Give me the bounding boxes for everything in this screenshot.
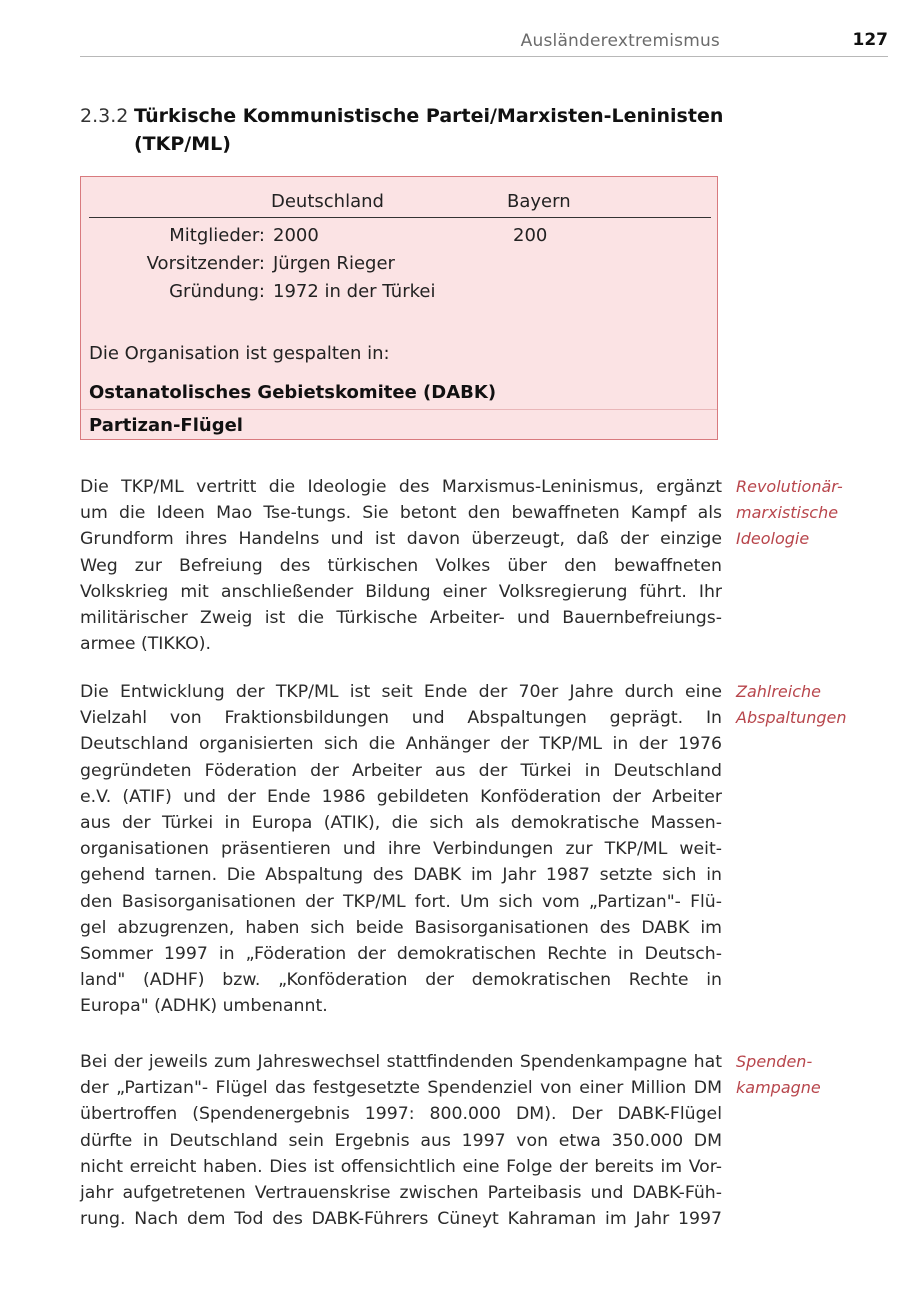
column-header-bavaria: Bayern [507, 191, 571, 212]
section-title-line2: (TKP/ML) [134, 133, 231, 155]
text-line: Deutschland organisierten sich die Anhänger der TKP/ML in der 1976 [80, 734, 722, 755]
text-line: Bei der jeweils zum Jahreswechsel stattfindenden Spendenkampagne hat [80, 1052, 722, 1072]
text-line: Weg zur Befreiung des türkischen Volkes über den bewaffneten [80, 555, 722, 576]
section-title-line1: Türkische Kommunistische Partei/Marxisten-Leninisten [134, 105, 724, 127]
row-value-germany: Jürgen Rieger [273, 253, 395, 274]
text-line: übertroffen (Spendenergebnis 1997: 800.000 DM). Der DABK-Flügel [80, 1104, 722, 1125]
text-line: Europa" (ADHK) umbenannt. [80, 996, 328, 1017]
margin-note-line: Abspaltungen [736, 708, 847, 728]
row-value-germany: 1972 in der Türkei [273, 281, 436, 302]
text-line: organisationen präsentieren und ihre Verbindungen zur TKP/ML weit- [80, 839, 722, 860]
margin-note-line: Ideologie [736, 529, 810, 549]
text-line: Volkskrieg mit anschließender Bildung einer Volksregierung führt. Ihr [80, 581, 722, 602]
margin-note-line: marxistische [736, 503, 839, 523]
table-rule [89, 217, 711, 218]
text-line: dürfte in Deutschland sein Ergebnis aus 1997 von etwa 350.000 DM [80, 1130, 722, 1151]
text-line: Die Entwicklung der TKP/ML ist seit Ende der 70er Jahre durch eine [80, 682, 722, 702]
margin-note-line: Zahlreiche [736, 682, 821, 701]
page-number: 127 [852, 30, 888, 50]
text-line: land" (ADHF) bzw. „Konföderation der demokratischen Rechte in [80, 970, 722, 991]
row-label: Vorsitzender: [146, 253, 265, 274]
text-line: nicht erreicht haben. Dies ist offensichtlich eine Folge der bereits im Vor- [80, 1156, 722, 1177]
section-number: 2.3.2 [80, 105, 129, 127]
running-title: Ausländerextremismus [520, 31, 720, 51]
split-statement: Die Organisation ist gespalten in: [89, 343, 390, 364]
row-value-bavaria: 200 [513, 225, 548, 246]
text-line: der „Partizan"- Flügel das festgesetzte Spendenziel von einer Million DM [80, 1078, 722, 1099]
text-line: Die TKP/ML vertritt die Ideologie des Marxismus-Leninismus, ergänzt [80, 477, 722, 497]
text-line: armee (TIKKO). [80, 634, 211, 655]
text-line: jahr aufgetretenen Vertrauenskrise zwischen Parteibasis und DABK-Füh- [80, 1183, 722, 1204]
info-box [80, 176, 718, 440]
text-line: Sommer 1997 in „Föderation der demokratischen Rechte in Deutsch- [80, 944, 722, 965]
organization-list [81, 377, 717, 442]
text-line: militärischer Zweig ist die Türkische Arbeiter- und Bauernbefreiungs- [80, 608, 722, 629]
row-label: Gründung: [169, 281, 265, 302]
organization-item: Ostanatolisches Gebietskomitee (DABK) [89, 382, 497, 403]
text-line: rung. Nach dem Tod des DABK-Führers Cüneyt Kahraman im Jahr 1997 [80, 1209, 722, 1230]
margin-note [736, 474, 896, 553]
margin-note [736, 679, 896, 731]
text-line: gegründeten Föderation der Arbeiter aus der Türkei in Deutschland [80, 760, 722, 781]
text-line: Grundform ihres Handelns und ist davon überzeugt, daß der einzige [80, 529, 722, 550]
body-paragraph [80, 474, 722, 657]
margin-note-line: Revolutionär- [736, 477, 843, 496]
organization-item: Partizan-Flügel [81, 409, 717, 442]
margin-note-line: Spenden- [736, 1052, 813, 1071]
text-line: gel abzugrenzen, haben sich beide Basisorganisationen des DABK im [80, 917, 722, 938]
text-line: aus der Türkei in Europa (ATIK), die sich als demokratische Massen- [80, 813, 722, 834]
row-value-germany: 2000 [273, 225, 319, 246]
text-line: um die Ideen Mao Tse-tungs. Sie betont den bewaffneten Kampf als [80, 503, 722, 524]
running-header [80, 30, 888, 57]
margin-note-line: kampagne [736, 1078, 821, 1098]
text-line: Vielzahl von Fraktionsbildungen und Abspaltungen geprägt. In [80, 708, 722, 729]
body-paragraph [80, 1049, 722, 1232]
text-line: gehend tarnen. Die Abspaltung des DABK im Jahr 1987 setzte sich in [80, 865, 722, 886]
row-label: Mitglieder: [169, 225, 265, 246]
margin-note [736, 1049, 896, 1101]
section-heading [80, 102, 800, 158]
column-header-germany: Deutschland [271, 191, 384, 212]
body-paragraph [80, 679, 722, 1020]
text-line: e.V. (ATIF) und der Ende 1986 gebildeten Konföderation der Arbeiter [80, 786, 722, 807]
text-line: den Basisorganisationen der TKP/ML fort. Um sich vom „Partizan"- Flü- [80, 891, 722, 912]
